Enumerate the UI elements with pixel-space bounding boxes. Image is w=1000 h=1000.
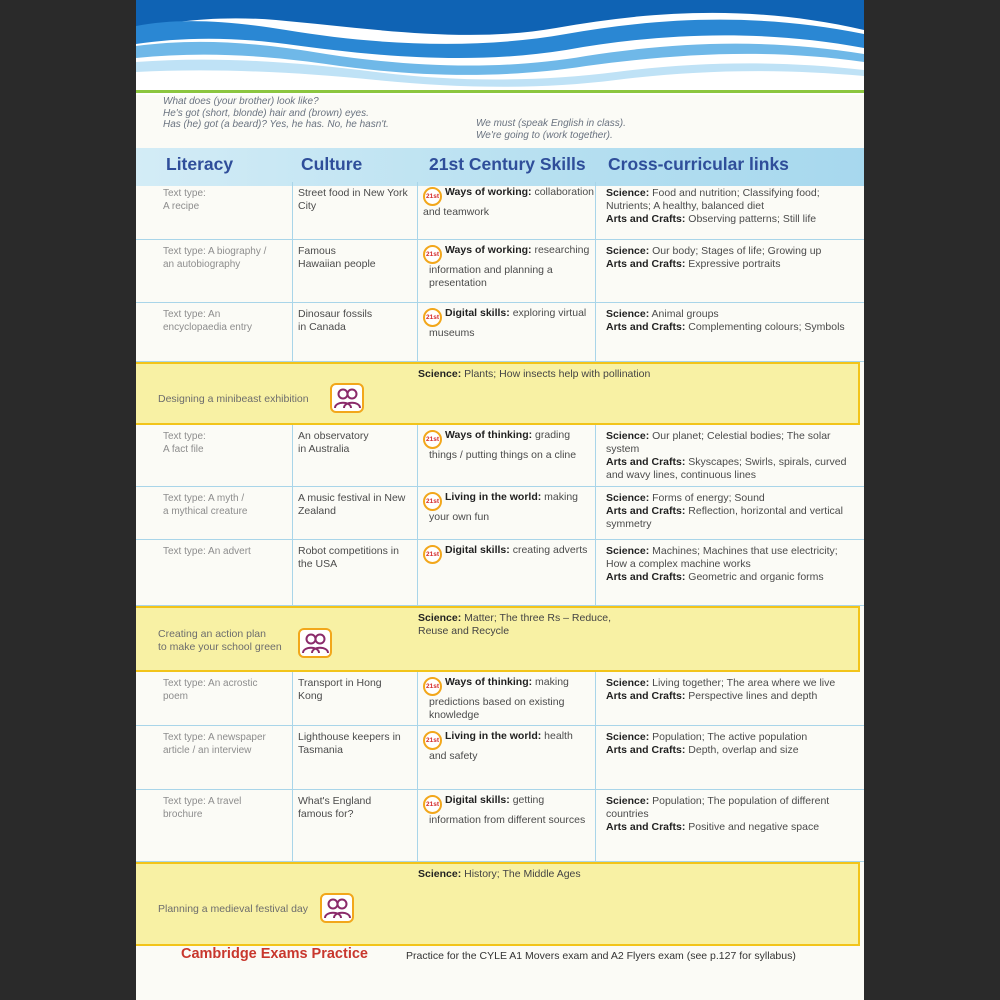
- links-topics: Population; The population of different: [652, 795, 830, 807]
- links-line: [606, 545, 862, 558]
- links-subject: Arts and Crafts:: [606, 744, 686, 756]
- links-subject: Arts and Crafts:: [606, 690, 686, 702]
- links-topics: Machines; Machines that use electricity;: [652, 545, 838, 557]
- literacy-cell-text: [163, 795, 241, 821]
- table-row: [136, 303, 864, 362]
- literacy-line: Text type: A newspaper: [163, 732, 266, 743]
- group-work-icon: [298, 628, 332, 658]
- links-line: symmetry: [606, 518, 652, 530]
- links-line: [606, 187, 862, 200]
- links-line: [606, 505, 862, 518]
- literacy-line: encyclopaedia entry: [163, 322, 252, 333]
- skills-cell-text: [423, 676, 595, 722]
- table-row: [136, 240, 864, 303]
- project-science: [418, 368, 650, 381]
- links-line: [606, 677, 862, 690]
- literacy-line: poem: [163, 691, 189, 702]
- 21st-century-badge-icon: 21st: [423, 492, 442, 511]
- header-culture: Culture: [301, 154, 363, 174]
- 21st-century-badge-icon: 21st: [423, 677, 442, 696]
- literacy-line: Text type: A travel: [163, 796, 242, 807]
- literacy-cell-text: [163, 308, 252, 334]
- skills-detail: grading: [535, 429, 571, 441]
- links-topics: Our planet; Celestial bodies; The solar: [652, 430, 831, 442]
- links-topics: Reflection, horizontal and vertical: [688, 505, 843, 517]
- culture-line: in Canada: [298, 321, 346, 333]
- links-topics: Complementing colours; Symbols: [688, 321, 845, 333]
- header-cross-curricular-links: Cross-curricular links: [608, 154, 789, 174]
- links-line: [606, 258, 862, 271]
- culture-cell-text: [298, 308, 372, 334]
- culture-cell-text: [298, 245, 376, 271]
- links-topics: Food and nutrition; Classifying food;: [652, 187, 820, 199]
- skills-detail: making: [544, 491, 579, 503]
- links-topics: Geometric and organic forms: [688, 571, 824, 583]
- links-subject: Science:: [606, 308, 650, 320]
- 21st-century-badge-icon: 21st: [423, 430, 442, 449]
- skills-category: Digital skills:: [445, 307, 510, 319]
- skills-line: [423, 676, 595, 696]
- culture-cell-text: [298, 545, 399, 571]
- links-subject: Science:: [606, 430, 650, 442]
- literacy-line: article / an interview: [163, 745, 252, 756]
- culture-line: the USA: [298, 558, 338, 570]
- links-subject: Science:: [606, 492, 650, 504]
- links-cell-text: [606, 795, 862, 834]
- skills-line: presentation: [429, 277, 487, 289]
- project-science-line: [418, 612, 611, 625]
- literacy-line: Text type: A biography /: [163, 246, 267, 257]
- table-row: [136, 487, 864, 540]
- literacy-line: Text type: A myth /: [163, 493, 245, 504]
- skills-cell-text: [423, 491, 595, 524]
- culture-line: Street food in New York: [298, 187, 408, 199]
- culture-line: What's England: [298, 795, 372, 807]
- links-line: [606, 456, 862, 469]
- links-line: [606, 821, 862, 834]
- links-subject: Science:: [606, 245, 650, 257]
- literacy-line: a mythical creature: [163, 506, 248, 517]
- skills-cell-text: [423, 730, 595, 763]
- links-line: [606, 245, 862, 258]
- 21st-century-badge-icon: 21st: [423, 245, 442, 264]
- skills-line: [423, 491, 595, 511]
- table-row: [136, 540, 864, 606]
- skills-cell-text: [423, 307, 595, 340]
- project-science-topics: Matter; The three Rs – Reduce,: [464, 612, 612, 624]
- table-row: [136, 726, 864, 790]
- culture-line: famous for?: [298, 808, 354, 820]
- project-title-line: to make your school green: [158, 641, 282, 653]
- skills-line: [423, 244, 595, 264]
- project-science-line: Reuse and Recycle: [418, 625, 510, 637]
- links-subject: Arts and Crafts:: [606, 571, 686, 583]
- 21st-century-badge-icon: 21st: [423, 308, 442, 327]
- links-line: [606, 795, 862, 808]
- exams-text: Practice for the CYLE A1 Movers exam and A2 Flyers exam (see p.127 for syllabus): [406, 950, 796, 962]
- skills-category: Living in the world:: [445, 491, 542, 503]
- project-title: [158, 903, 308, 916]
- links-topics: Observing patterns; Still life: [688, 213, 817, 225]
- culture-line: Kong: [298, 690, 323, 702]
- links-line: system: [606, 443, 640, 455]
- project-science-line: [418, 868, 581, 881]
- links-topics: Forms of energy; Sound: [652, 492, 765, 504]
- culture-line: Hawaiian people: [298, 258, 376, 270]
- literacy-line: Text type: An: [163, 309, 221, 320]
- project-science-topics: History; The Middle Ages: [464, 868, 581, 880]
- links-line: [606, 492, 862, 505]
- links-subject: Arts and Crafts:: [606, 456, 686, 468]
- culture-cell-text: [298, 795, 371, 821]
- skills-detail: researching: [534, 244, 590, 256]
- project-title: [158, 393, 309, 406]
- links-topics: Skyscapes; Swirls, spirals, curved: [688, 456, 847, 468]
- 21st-century-badge-icon: 21st: [423, 545, 442, 564]
- 21st-century-badge-icon: 21st: [423, 187, 442, 206]
- project-title-line: Planning a medieval festival day: [158, 903, 309, 915]
- project-science: [418, 612, 611, 638]
- literacy-cell-text: [163, 677, 258, 703]
- skills-category: Ways of thinking:: [445, 676, 533, 688]
- links-topics: Perspective lines and depth: [688, 690, 818, 702]
- culture-line: Robot competitions in: [298, 545, 399, 557]
- links-topics: Animal groups: [651, 308, 719, 320]
- links-cell-text: [606, 677, 862, 703]
- skills-line: information and planning a: [429, 264, 553, 276]
- skills-category: Ways of working:: [445, 186, 532, 198]
- skills-detail: creating adverts: [512, 544, 588, 556]
- links-line: [606, 744, 862, 757]
- links-topics: Depth, overlap and size: [688, 744, 799, 756]
- literacy-cell-text: [163, 492, 247, 518]
- wave-banner: [136, 0, 864, 95]
- table-row: [136, 425, 864, 487]
- links-cell-text: [606, 430, 862, 482]
- literacy-cell-text: [163, 245, 266, 271]
- links-topics: Positive and negative space: [688, 821, 820, 833]
- links-line: [606, 690, 862, 703]
- language-line: What does (your brother) look like?: [163, 96, 319, 107]
- links-cell-text: [606, 545, 862, 584]
- links-topics: Our body; Stages of life; Growing up: [652, 245, 822, 257]
- literacy-cell-text: [163, 430, 206, 456]
- links-line: Nutrients; A healthy, balanced diet: [606, 200, 764, 212]
- skills-line: museums: [429, 327, 475, 339]
- project-science-topics: Plants; How insects help with pollination: [464, 368, 651, 380]
- skills-line: [423, 794, 595, 814]
- links-cell-text: [606, 187, 862, 226]
- project-science-line: [418, 368, 650, 381]
- culture-cell-text: [298, 731, 401, 757]
- project-title: [158, 628, 282, 654]
- literacy-cell-text: [163, 731, 266, 757]
- skills-cell-text: [423, 429, 595, 462]
- literacy-cell-text: [163, 545, 251, 558]
- skills-line: information from different sources: [429, 814, 586, 826]
- culture-line: A music festival in New: [298, 492, 406, 504]
- culture-line: An observatory: [298, 430, 369, 442]
- language-line: He's got (short, blonde) hair and (brown) eyes.: [163, 107, 369, 119]
- skills-category: Digital skills:: [445, 794, 510, 806]
- literacy-line: Text type:: [163, 431, 206, 442]
- links-cell-text: [606, 245, 862, 271]
- culture-line: Tasmania: [298, 744, 343, 756]
- links-line: [606, 321, 862, 334]
- table-cell: [136, 182, 293, 240]
- links-subject: Arts and Crafts:: [606, 821, 686, 833]
- links-cell-text: [606, 308, 862, 334]
- literacy-line: Text type:: [163, 188, 206, 199]
- skills-line: things / putting things on a cline: [429, 449, 577, 461]
- table-row: [136, 182, 864, 240]
- links-subject: Science:: [606, 731, 650, 743]
- culture-line: in Australia: [298, 443, 350, 455]
- culture-cell-text: [298, 430, 369, 456]
- 21st-century-badge-icon: 21st: [423, 731, 442, 750]
- links-line: [606, 308, 862, 321]
- literacy-line: A recipe: [163, 201, 200, 212]
- skills-detail: collaboration and teamwork: [423, 186, 595, 218]
- links-subject: Arts and Crafts:: [606, 505, 686, 517]
- skills-cell-text: [423, 186, 595, 219]
- links-subject: Science:: [606, 187, 650, 199]
- header-literacy: Literacy: [166, 154, 234, 174]
- skills-category: Ways of thinking:: [445, 429, 533, 441]
- 21st-century-badge-icon: 21st: [423, 795, 442, 814]
- links-topics: Living together; The area where we live: [652, 677, 836, 689]
- skills-cell-text: [423, 244, 595, 290]
- links-subject: Arts and Crafts:: [606, 213, 686, 225]
- header-21st-century-skills: 21st Century Skills: [429, 154, 586, 174]
- links-subject: Science:: [606, 545, 650, 557]
- culture-cell-text: [298, 677, 382, 703]
- project-title-line: Designing a minibeast exhibition: [158, 393, 309, 405]
- group-work-icon: [330, 383, 364, 413]
- skills-line: knowledge: [429, 709, 480, 721]
- language-line: Has (he) got (a beard)? Yes, he has. No, he hasn't.: [163, 119, 389, 130]
- links-subject: Arts and Crafts:: [606, 321, 686, 333]
- project-science-label: Science:: [418, 612, 462, 624]
- skills-line: [423, 307, 595, 327]
- literacy-line: brochure: [163, 809, 203, 820]
- literacy-cell-text: [163, 187, 206, 213]
- skills-line: [423, 429, 595, 449]
- divider-line: [136, 90, 864, 93]
- project-title-line: Creating an action plan: [158, 628, 266, 640]
- skills-line: your own fun: [429, 511, 490, 523]
- skills-line: and safety: [429, 750, 478, 762]
- culture-line: Famous: [298, 245, 336, 257]
- project-science: [418, 868, 581, 881]
- links-line: How a complex machine works: [606, 558, 751, 570]
- skills-line: predictions based on existing: [429, 696, 565, 708]
- culture-line: Lighthouse keepers in: [298, 731, 401, 743]
- skills-detail: making: [535, 676, 569, 688]
- skills-detail: getting: [512, 794, 545, 806]
- links-line: countries: [606, 808, 649, 820]
- language-line: We're going to (work together).: [476, 129, 613, 141]
- links-topics: Expressive portraits: [688, 258, 781, 270]
- project-science-label: Science:: [418, 868, 462, 880]
- culture-line: Transport in Hong: [298, 677, 382, 689]
- links-line: and wavy lines, continuous lines: [606, 469, 757, 481]
- skills-detail: exploring virtual: [512, 307, 587, 319]
- culture-line: Dinosaur fossils: [298, 308, 373, 320]
- project-science-label: Science:: [418, 368, 462, 380]
- skills-detail: health: [544, 730, 573, 742]
- culture-cell-text: [298, 187, 408, 213]
- project-band: [136, 606, 860, 672]
- skills-line: [423, 186, 595, 219]
- links-subject: Science:: [606, 795, 650, 807]
- literacy-line: A fact file: [163, 444, 204, 455]
- skills-category: Ways of working:: [445, 244, 532, 256]
- links-line: [606, 430, 862, 443]
- table-row: [136, 790, 864, 862]
- table-cell: [136, 425, 293, 487]
- project-band: [136, 362, 860, 425]
- exams-title: Cambridge Exams Practice: [181, 946, 368, 962]
- links-line: [606, 213, 862, 226]
- literacy-line: an autobiography: [163, 259, 241, 270]
- skills-cell-text: [423, 544, 595, 564]
- language-line: We must (speak English in class).: [476, 118, 626, 129]
- links-cell-text: [606, 731, 862, 757]
- links-topics: Population; The active population: [652, 731, 808, 743]
- language-left: [163, 96, 389, 131]
- skills-category: Digital skills:: [445, 544, 510, 556]
- links-subject: Arts and Crafts:: [606, 258, 686, 270]
- skills-line: [423, 730, 595, 750]
- literacy-line: Text type: An acrostic: [163, 678, 258, 689]
- links-subject: Science:: [606, 677, 650, 689]
- table-row: [136, 672, 864, 726]
- culture-line: Zealand: [298, 505, 336, 517]
- links-line: [606, 731, 862, 744]
- culture-cell-text: [298, 492, 405, 518]
- syllabus-page: [136, 0, 864, 1000]
- project-band: [136, 862, 860, 946]
- skills-cell-text: [423, 794, 595, 827]
- links-cell-text: [606, 492, 862, 531]
- literacy-line: Text type: An advert: [163, 546, 251, 557]
- skills-line: [423, 544, 595, 564]
- skills-category: Living in the world:: [445, 730, 542, 742]
- culture-line: City: [298, 200, 317, 212]
- links-line: [606, 571, 862, 584]
- language-right: [476, 118, 626, 141]
- group-work-icon: [320, 893, 354, 923]
